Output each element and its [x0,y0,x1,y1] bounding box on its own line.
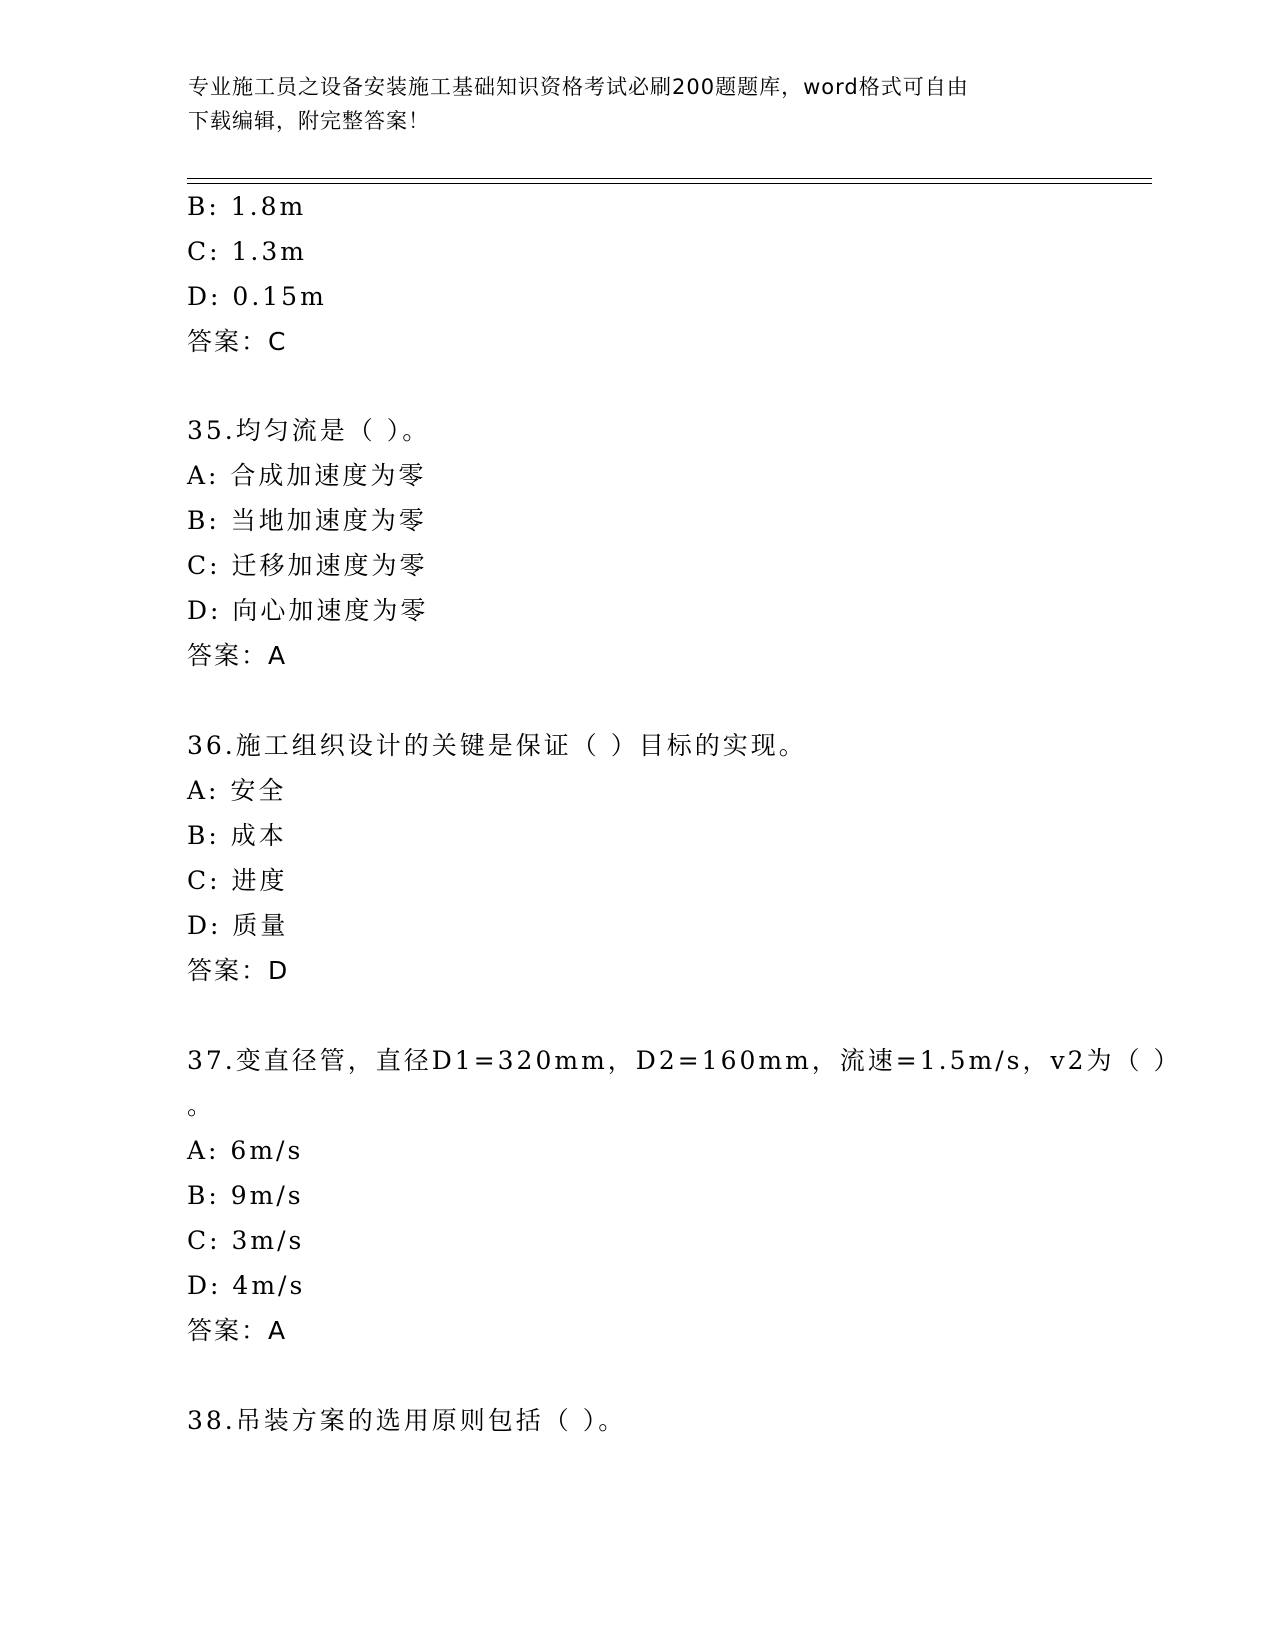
q36-option-c: C: 进度 [187,866,288,895]
q36-stem: 36.施工组织设计的关键是保证（ ）目标的实现。 [187,731,807,760]
q37-option-d: D: 4m/s [187,1271,306,1300]
q36-option-a: A: 安全 [187,776,287,805]
q36-option-d: D: 质量 [187,911,289,940]
header-title-line-1: 专业施工员之设备安装施工基础知识资格考试必刷200题题库，word格式可自由 [188,75,969,99]
q37-option-b: B: 9m/s [187,1181,304,1210]
q35-answer: 答案：A [187,641,288,670]
q36-option-b: B: 成本 [187,821,287,850]
header-title-line-2: 下载编辑，附完整答案！ [188,109,430,133]
q35-stem: 35.均匀流是（ ）。 [187,416,431,445]
q37-option-a: A: 6m/s [187,1136,304,1165]
q35-option-a: A: 合成加速度为零 [187,461,427,490]
prev-option-d: D: 0.15m [187,282,327,311]
q37-stem-line-1: 37.变直径管，直径D1=320mm，D2=160mm，流速=1.5m/s，v2为（ ） [187,1046,1182,1075]
q37-option-c: C: 3m/s [187,1226,305,1255]
q36-answer: 答案：D [187,956,290,985]
prev-option-c: C: 1.3m [187,237,307,266]
header-divider-top [187,178,1152,179]
q35-option-b: B: 当地加速度为零 [187,506,427,535]
prev-answer: 答案：C [187,327,288,356]
prev-option-b: B: 1.8m [187,192,307,221]
q35-option-c: C: 迁移加速度为零 [187,551,428,580]
document-header [188,70,1068,138]
q38-stem: 38.吊装方案的选用原则包括（ ）。 [187,1406,627,1435]
header-divider-bottom [187,183,1152,184]
q37-answer: 答案：A [187,1316,288,1345]
q35-option-d: D: 向心加速度为零 [187,596,429,625]
q37-stem-line-2: 。 [187,1091,216,1120]
